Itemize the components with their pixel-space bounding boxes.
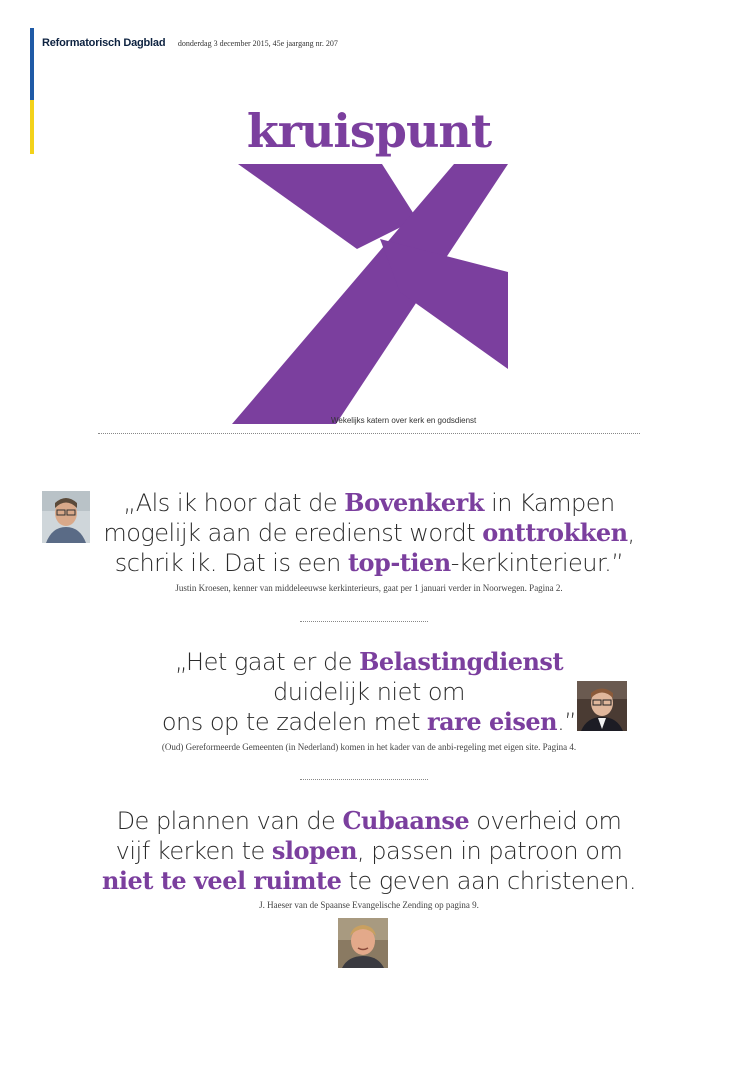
quote-line: duidelijk niet om: [273, 678, 465, 706]
quote-line: mogelijk aan de eredienst wordt onttrokken,: [103, 518, 635, 547]
quote-2: [0, 647, 738, 737]
quote-1: [0, 488, 738, 578]
quote-line: De plannen van de Cubaanse overheid om: [116, 806, 622, 835]
brand-bar-blue: [30, 28, 34, 100]
divider: [300, 621, 428, 622]
cross-x-icon: [232, 164, 508, 424]
portrait-photo-icon: [338, 918, 388, 968]
quote-highlight: rare eisen: [426, 707, 558, 736]
quote-line: schrik ik. Dat is een top-tien-kerkinterieur.”: [114, 548, 624, 577]
quote-line: vijf kerken te slopen, passen in patroon om: [115, 836, 623, 865]
quote-3: [0, 806, 738, 896]
issue-info: donderdag 3 december 2015, 45e jaargang nr. 207: [177, 39, 338, 48]
quote-line: niet te veel ruimte te geven aan christenen.: [101, 866, 636, 895]
quote-highlight: onttrokken: [482, 518, 628, 547]
quote-highlight: Cubaanse: [342, 806, 470, 835]
quote-highlight: Bovenkerk: [344, 488, 484, 517]
portrait-photo-icon: [577, 681, 627, 731]
section-tagline: Wekelijks katern over kerk en godsdienst: [331, 416, 477, 425]
quote-highlight: Belastingdienst: [359, 647, 564, 676]
section-title: kruispunt: [246, 104, 492, 158]
paper-name[interactable]: Reformatorisch Dagblad: [42, 37, 166, 49]
masthead: [42, 33, 338, 51]
quote-caption: J. Haeser van de Spaanse Evangelische Zending op pagina 9.: [259, 900, 479, 910]
cross-arm-left: [238, 164, 417, 249]
divider: [98, 433, 640, 434]
quote-line: „Als ik hoor dat de Bovenkerk in Kampen: [123, 488, 615, 517]
quote-highlight: niet te veel ruimte: [101, 866, 342, 895]
quote-line: ons op te zadelen met rare eisen.”: [161, 707, 577, 736]
quote-line: „Het gaat er de Belastingdienst: [174, 647, 564, 676]
divider: [300, 779, 428, 780]
quote-caption: (Oud) Gereformeerde Gemeenten (in Nederland) komen in het kader van de anbi-regeling met eigen site. Pagina 4.: [161, 742, 577, 752]
quote-highlight: slopen: [271, 836, 358, 865]
quote-highlight: top-tien: [347, 548, 451, 577]
quote-caption: Justin Kroesen, kenner van middeleeuwse kerkinterieurs, gaat per 1 januari verder in Noorwegen. Pagina 2.: [175, 583, 563, 593]
